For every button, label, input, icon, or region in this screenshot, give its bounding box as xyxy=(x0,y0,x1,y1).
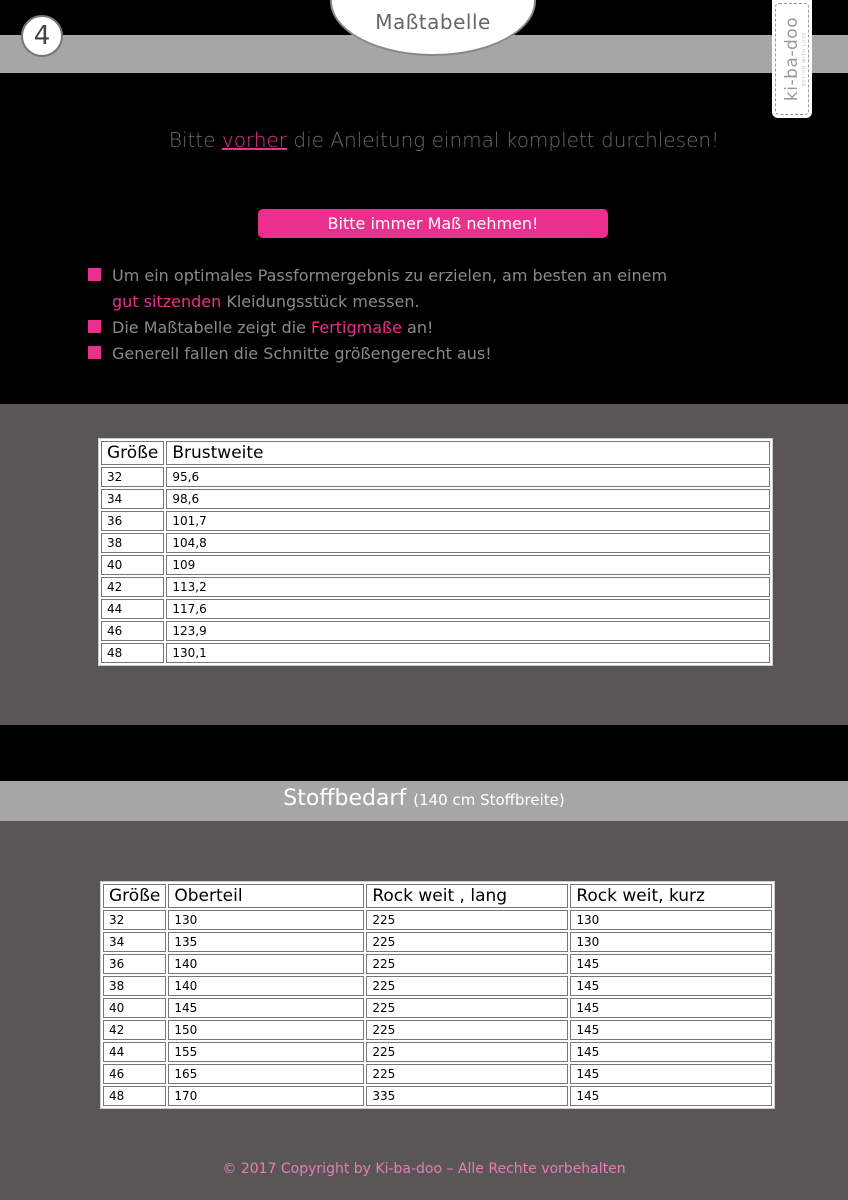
column-header: Rock weit, kurz xyxy=(570,884,772,908)
table-cell: 145 xyxy=(168,998,364,1018)
table-cell: 145 xyxy=(570,976,772,996)
table-cell: 155 xyxy=(168,1042,364,1062)
bullet-square-icon xyxy=(88,320,101,333)
table-cell: 44 xyxy=(101,599,164,619)
hint-text: Generell fallen die Schnitte größengerecht aus! xyxy=(112,344,492,363)
table-cell: 98,6 xyxy=(166,489,770,509)
table-cell: 42 xyxy=(103,1020,166,1040)
bullet-square-icon xyxy=(88,346,101,359)
table-row xyxy=(103,1086,772,1106)
table-header-row xyxy=(101,441,770,465)
table-cell: 104,8 xyxy=(166,533,770,553)
table-row xyxy=(101,533,770,553)
table-cell: 225 xyxy=(366,976,568,996)
fabric-title: Stoffbedarf xyxy=(283,786,407,811)
hint-item xyxy=(88,315,788,341)
table-cell: 34 xyxy=(101,489,164,509)
table-row xyxy=(101,555,770,575)
table-cell: 38 xyxy=(103,976,166,996)
table-cell: 145 xyxy=(570,1064,772,1084)
table-cell: 95,6 xyxy=(166,467,770,487)
table-cell: 225 xyxy=(366,954,568,974)
table-row xyxy=(101,621,770,641)
table-row xyxy=(103,998,772,1018)
column-header: Rock weit , lang xyxy=(366,884,568,908)
size-table xyxy=(98,438,773,666)
bullet-square-icon xyxy=(88,268,101,281)
hint-text: an! xyxy=(401,318,434,337)
hint-highlight: Fertigmaße xyxy=(311,318,402,337)
table-cell: 113,2 xyxy=(166,577,770,597)
table-cell: 117,6 xyxy=(166,599,770,619)
table-header-row xyxy=(103,884,772,908)
table-cell: 165 xyxy=(168,1064,364,1084)
table-cell: 150 xyxy=(168,1020,364,1040)
table-row xyxy=(101,511,770,531)
table-row xyxy=(103,910,772,930)
column-header: Größe xyxy=(103,884,166,908)
table-cell: 225 xyxy=(366,1064,568,1084)
hint-item xyxy=(88,263,788,315)
table-cell: 170 xyxy=(168,1086,364,1106)
measure-banner: Bitte immer Maß nehmen! xyxy=(258,209,608,238)
table-cell: 40 xyxy=(103,998,166,1018)
table-row xyxy=(103,1042,772,1062)
table-cell: 335 xyxy=(366,1086,568,1106)
size-table-body xyxy=(101,467,770,663)
table-row xyxy=(103,976,772,996)
intro-after: die Anleitung einmal komplett durchlesen! xyxy=(287,128,720,152)
intro-accent: vorher xyxy=(221,128,288,152)
hint-item xyxy=(88,341,788,367)
table-cell: 34 xyxy=(103,932,166,952)
table-cell: 130 xyxy=(570,910,772,930)
table-cell: 145 xyxy=(570,954,772,974)
table-row xyxy=(103,1020,772,1040)
table-cell: 109 xyxy=(166,555,770,575)
table-cell: 135 xyxy=(168,932,364,952)
fabric-table xyxy=(100,881,775,1109)
table-cell: 145 xyxy=(570,1086,772,1106)
copyright-footer: © 2017 Copyright by Ki-ba-doo – Alle Rechte vorbehalten xyxy=(222,1161,626,1177)
table-cell: 46 xyxy=(101,621,164,641)
brand-logo xyxy=(772,0,812,118)
table-cell: 48 xyxy=(101,643,164,663)
logo-text: ki-ba-doo xyxy=(782,16,802,102)
table-cell: 123,9 xyxy=(166,621,770,641)
table-cell: 44 xyxy=(103,1042,166,1062)
table-cell: 42 xyxy=(101,577,164,597)
fabric-section-title xyxy=(0,786,848,811)
table-cell: 101,7 xyxy=(166,511,770,531)
hint-text: Kleidungsstück messen. xyxy=(221,292,420,311)
hint-text: Um ein optimales Passformergebnis zu erzielen, am besten an einem xyxy=(112,266,668,285)
table-cell: 130,1 xyxy=(166,643,770,663)
column-header: Brustweite xyxy=(166,441,770,465)
table-cell: 130 xyxy=(168,910,364,930)
table-row xyxy=(101,643,770,663)
table-cell: 225 xyxy=(366,998,568,1018)
table-cell: 46 xyxy=(103,1064,166,1084)
table-cell: 140 xyxy=(168,954,364,974)
hint-highlight: gut sitzenden xyxy=(112,292,222,311)
fabric-table-body xyxy=(103,910,772,1106)
page-number: 4 xyxy=(21,15,63,57)
table-cell: 36 xyxy=(101,511,164,531)
table-cell: 32 xyxy=(101,467,164,487)
table-row xyxy=(101,577,770,597)
table-cell: 225 xyxy=(366,1020,568,1040)
table-row xyxy=(101,467,770,487)
table-cell: 225 xyxy=(366,1042,568,1062)
table-cell: 140 xyxy=(168,976,364,996)
page-title: Maßtabelle xyxy=(375,10,491,34)
table-cell: 130 xyxy=(570,932,772,952)
column-header: Oberteil xyxy=(168,884,364,908)
hint-text: Die Maßtabelle zeigt die xyxy=(112,318,312,337)
intro-note xyxy=(0,128,848,152)
table-cell: 145 xyxy=(570,1020,772,1040)
table-cell: 225 xyxy=(366,910,568,930)
table-cell: 32 xyxy=(103,910,166,930)
hint-list xyxy=(88,263,788,367)
table-row xyxy=(103,932,772,952)
table-cell: 36 xyxy=(103,954,166,974)
table-cell: 48 xyxy=(103,1086,166,1106)
table-cell: 145 xyxy=(570,1042,772,1062)
table-row xyxy=(101,489,770,509)
table-row xyxy=(101,599,770,619)
table-row xyxy=(103,954,772,974)
table-cell: 40 xyxy=(101,555,164,575)
intro-before: Bitte xyxy=(168,128,222,152)
logo-subtext: DESIGN WITH LOVE xyxy=(801,31,807,87)
column-header: Größe xyxy=(101,441,164,465)
table-cell: 145 xyxy=(570,998,772,1018)
table-row xyxy=(103,1064,772,1084)
fabric-subtitle: (140 cm Stoffbreite) xyxy=(413,791,565,809)
table-cell: 225 xyxy=(366,932,568,952)
table-cell: 38 xyxy=(101,533,164,553)
